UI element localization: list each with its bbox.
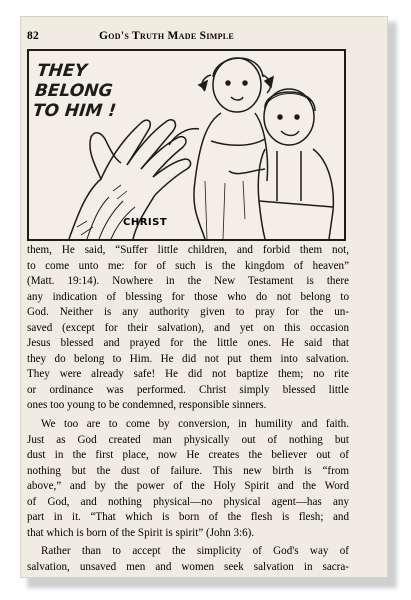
page-header — [27, 30, 349, 46]
text-line: We too are to come by conversion, in humility and faith. — [41, 418, 349, 431]
hand-label: CHRIST — [123, 217, 168, 228]
text-line: Rather than to accept the simplicity of God's way of — [41, 545, 349, 558]
illustration — [27, 49, 346, 241]
girl-drawing — [169, 58, 273, 239]
caption-line: THEY — [36, 61, 88, 81]
caption-line: TO HIM ! — [31, 101, 118, 121]
caption-line: BELONG — [33, 81, 114, 101]
text-line: Jesus blessed and prayed for the little ones. He said that — [27, 337, 349, 350]
text-line: dust in the first place, now He creates the believer out of — [27, 449, 349, 462]
body-text — [27, 243, 349, 575]
text-line: ones too young to be condemned, responsible sinners. — [27, 399, 267, 412]
text-line: nothing but the dust of failure. This new birth is “from — [27, 464, 349, 477]
page-number: 82 — [27, 30, 40, 42]
text-line: above,” and by the power of the Holy Spirit and the Word — [27, 480, 349, 493]
text-line: any indication of blessing for those who do not belong to — [27, 290, 349, 303]
text-line: Just as God created man physically out of nothing but — [27, 433, 349, 446]
text-line: (Matt. 19:14). Nowhere in the New Testament is there — [27, 275, 349, 288]
text-line: part in it. “That which is born of the flesh is flesh; and — [27, 511, 349, 524]
text-line: or ordinance was performed. Christ simply blessed little — [27, 383, 349, 396]
text-line: They were already safe! He did not baptize them; no rite — [27, 368, 349, 381]
text-line: saved (except for their salvation), and yet on this occasion — [27, 321, 349, 334]
text-line: of God, and nothing physical—no physical agent—has any — [27, 495, 349, 508]
text-line: God. Neither is any authority given to pray for the un- — [27, 306, 349, 319]
text-line: them, He said, “Suffer little children, and forbid them not, — [27, 244, 349, 256]
text-line: salvation, unsaved men and women seek salvation in sacra- — [27, 560, 349, 573]
illustration-caption — [32, 61, 121, 121]
text-line: they do belong to Him. He did not put them into salvation. — [27, 352, 349, 365]
running-head: God's Truth Made Simple — [99, 30, 235, 42]
text-line: that which is born of the Spirit is spirit” (John 3:6). — [27, 526, 255, 539]
text-line: to come unto me: for of such is the kingdom of heaven” — [27, 259, 349, 272]
